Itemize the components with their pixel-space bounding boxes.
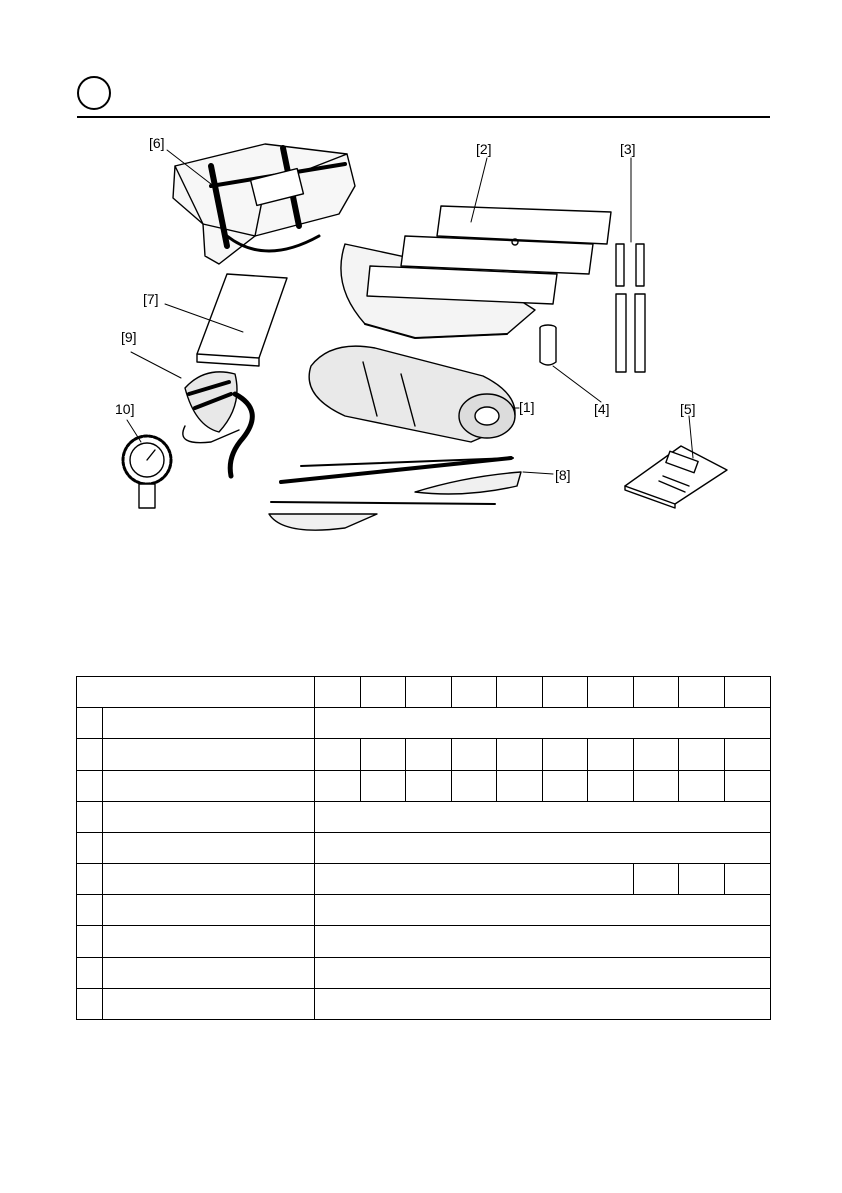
callout-9: [9] <box>121 329 137 345</box>
table-row <box>77 926 771 957</box>
header-rule <box>77 116 770 118</box>
table-row <box>77 864 771 895</box>
table-header-row <box>77 677 771 708</box>
callout-4: [4] <box>594 401 610 417</box>
section-number-badge <box>77 76 111 110</box>
table-row <box>77 957 771 988</box>
oars <box>269 458 521 530</box>
manual-booklet <box>625 446 727 508</box>
callout-5: [5] <box>680 401 696 417</box>
callout-6: [6] <box>149 135 165 151</box>
table-row <box>77 770 771 801</box>
pressure-gauge <box>123 436 171 508</box>
carry-bag <box>173 144 355 264</box>
components-illustration <box>115 126 735 544</box>
callout-3: [3] <box>620 141 636 157</box>
repair-kit <box>540 325 556 365</box>
table-row <box>77 801 771 832</box>
table-row <box>77 988 771 1019</box>
table-row <box>77 708 771 739</box>
callout-7: [7] <box>143 291 159 307</box>
table-row <box>77 739 771 770</box>
table-row <box>77 895 771 926</box>
callout-10: 10] <box>115 401 135 417</box>
table-row <box>77 832 771 863</box>
specification-table <box>76 676 771 1020</box>
callout-8: [8] <box>555 467 571 483</box>
floor-panels <box>341 206 611 338</box>
callout-2: [2] <box>476 141 492 157</box>
callout-1: [1] <box>519 399 535 415</box>
foot-pump <box>183 372 252 476</box>
rolled-boat <box>309 346 515 442</box>
stringers <box>616 244 645 372</box>
